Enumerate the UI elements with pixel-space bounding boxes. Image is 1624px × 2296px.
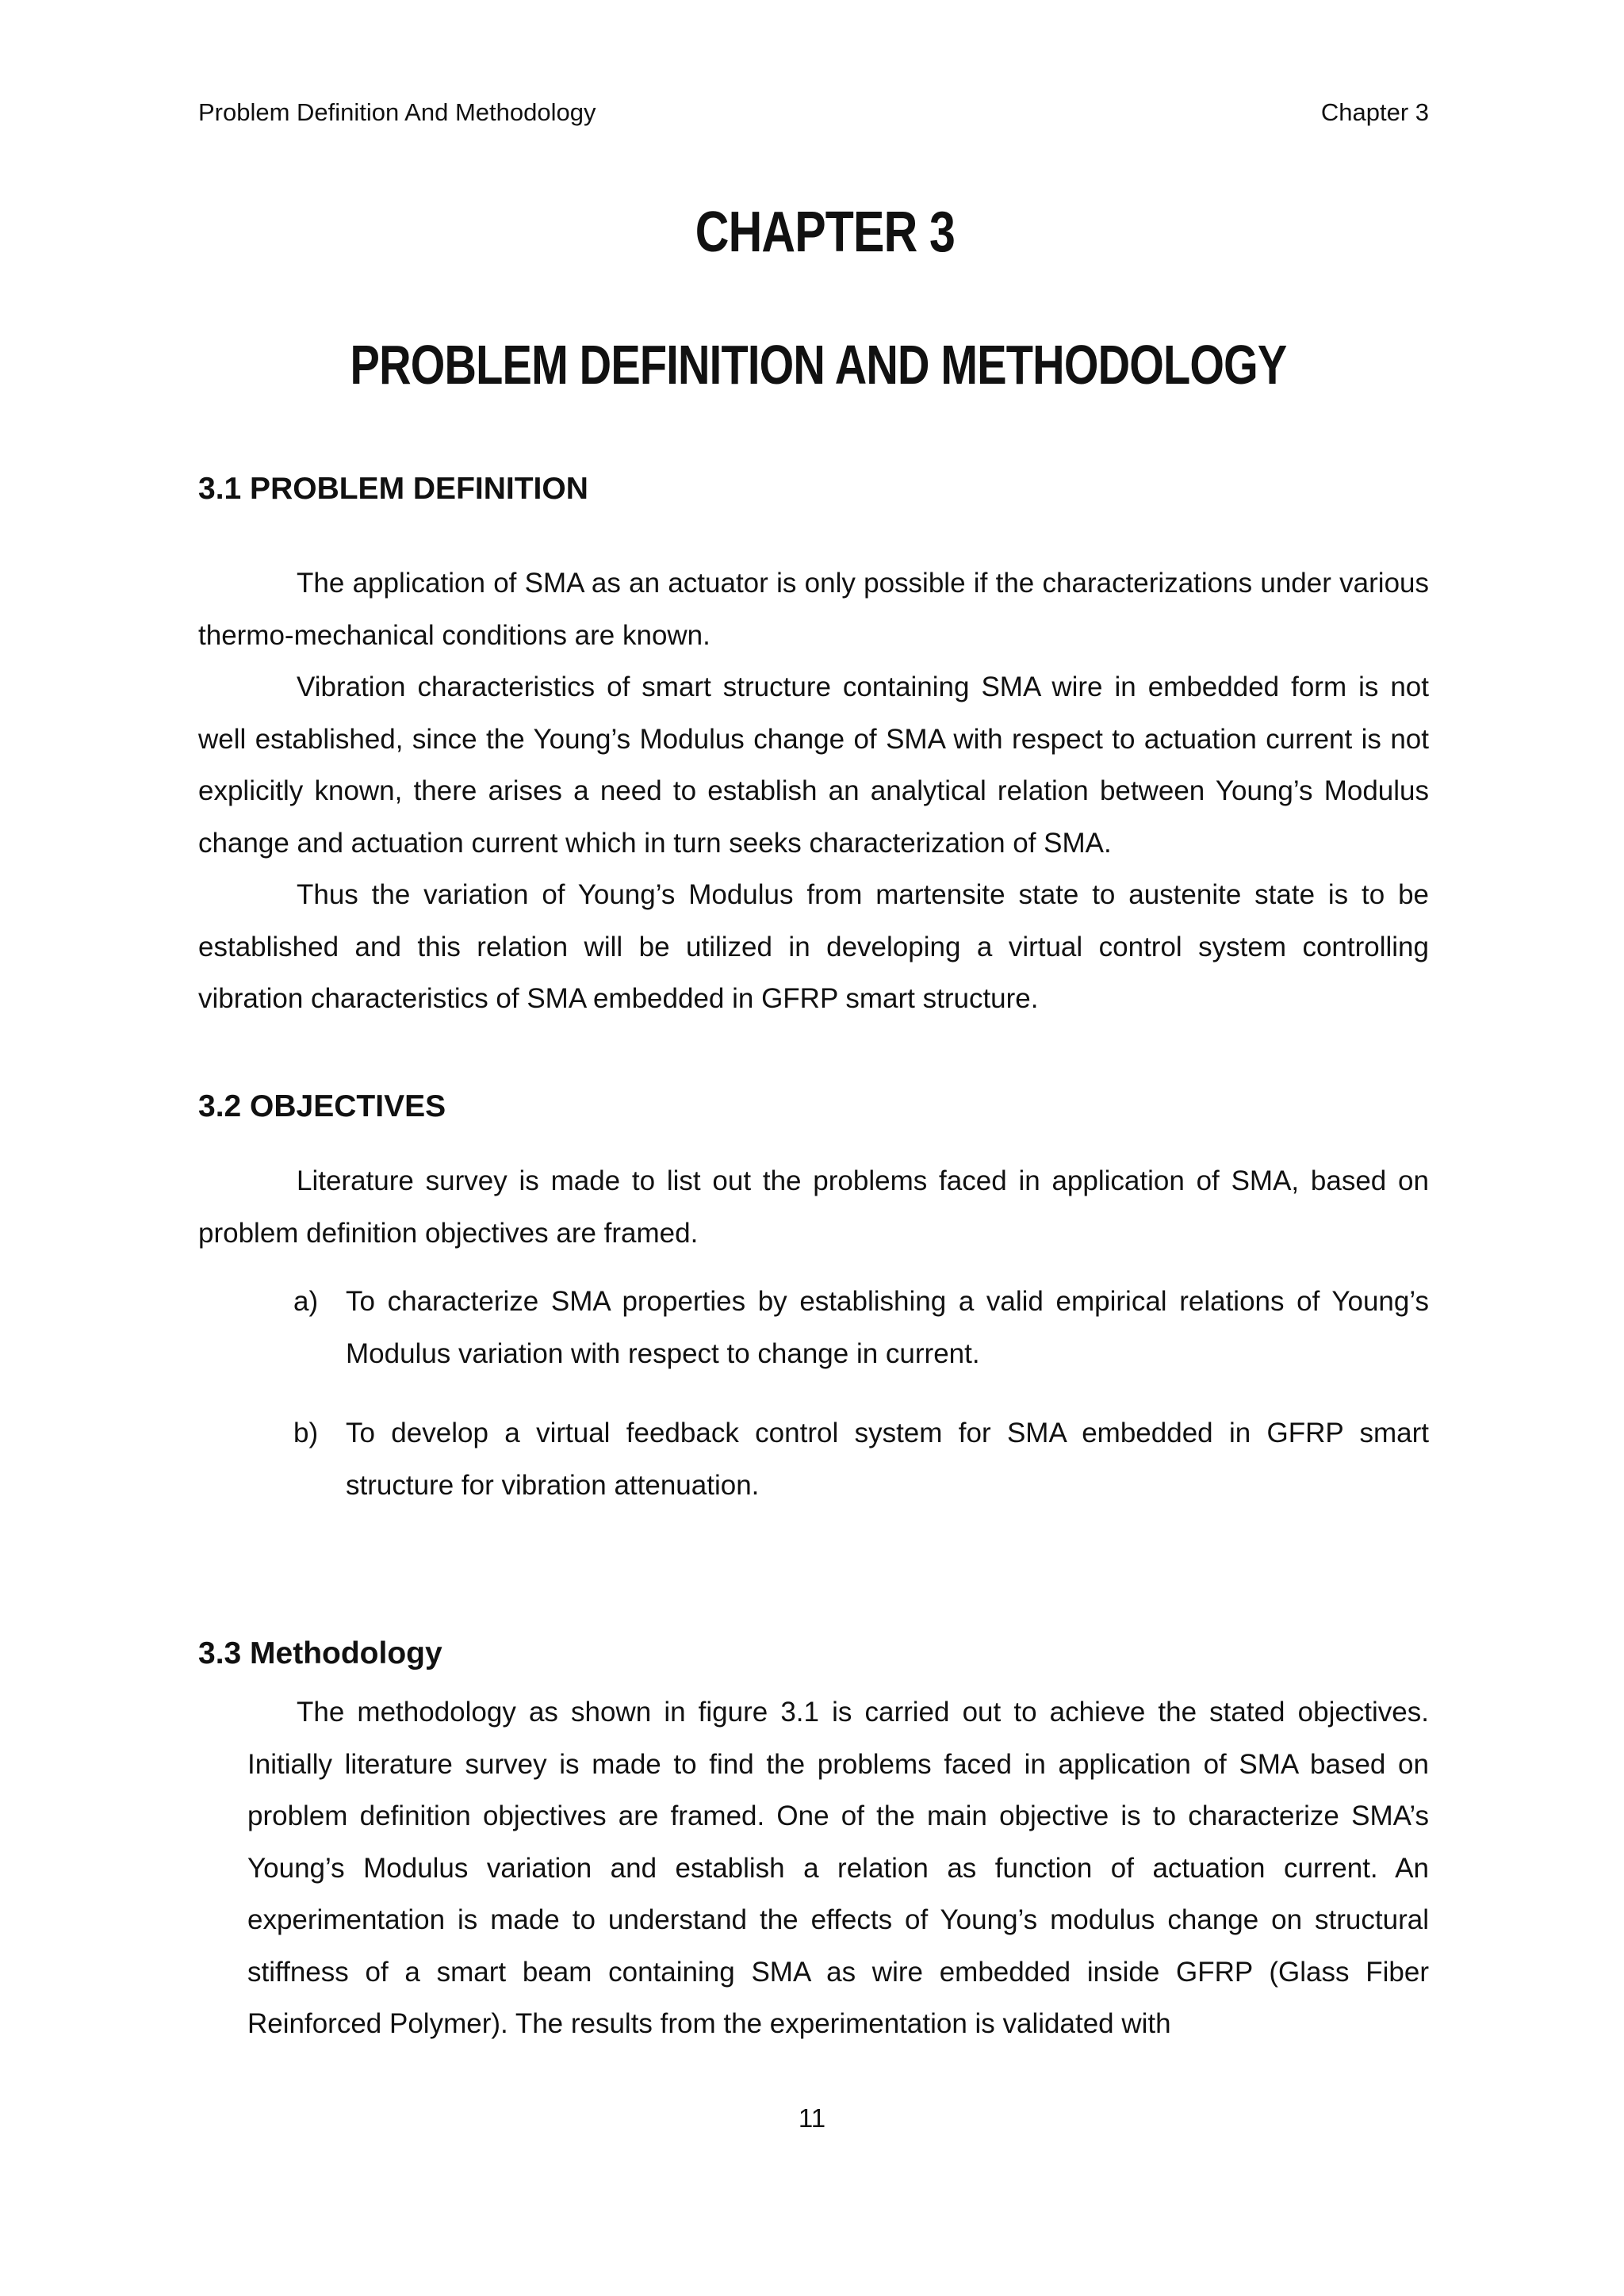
paragraph: Vibration characteristics of smart structure containing SMA wire in embedded form is not well established, since the Young’s Modulus change of SMA with respect to actuation current is not explicitly known, there arises a need to establish an analytical relation between Young’s Modulus change and actuation current which in turn seeks characterization of SMA. bbox=[198, 672, 1429, 859]
running-header-title: Problem Definition And Methodology bbox=[198, 98, 596, 126]
objectives-list bbox=[293, 1407, 1429, 1511]
list-item-text: To develop a virtual feedback control system for SMA embedded in GFRP smart structure for vibration attenuation. bbox=[346, 1418, 1429, 1501]
objectives-list bbox=[293, 1276, 1429, 1380]
paragraph: The application of SMA as an actuator is only possible if the characterizations under various thermo-mechanical conditions are known. bbox=[198, 568, 1429, 651]
list-marker: b) bbox=[293, 1418, 319, 1448]
section-heading-3-3: 3.3 Methodology bbox=[198, 1636, 442, 1670]
chapter-title: CHAPTER 3 bbox=[695, 201, 956, 264]
section-heading-3-2: 3.2 OBJECTIVES bbox=[198, 1089, 446, 1123]
running-header bbox=[198, 97, 1429, 128]
paragraph: Thus the variation of Young’s Modulus from martensite state to austenite state is to be established and this relation will be utilized in developing a virtual control system controlling vibration characteristics of SMA embedded in GFRP smart structure. bbox=[198, 879, 1429, 1014]
running-header-chapter: Chapter 3 bbox=[1320, 98, 1429, 126]
section-heading-3-1: 3.1 PROBLEM DEFINITION bbox=[198, 472, 588, 506]
paragraph: Literature survey is made to list out the problems faced in application of SMA, based on problem definition objectives are framed. bbox=[198, 1165, 1429, 1249]
main-title: PROBLEM DEFINITION AND METHODOLOGY bbox=[350, 334, 1287, 396]
list-item bbox=[293, 1276, 1429, 1380]
list-item-text: To characterize SMA properties by establishing a valid empirical relations of Young’s Modulus variation with respect to change in current. bbox=[346, 1286, 1429, 1369]
list-item bbox=[293, 1407, 1429, 1511]
paragraph: The methodology as shown in figure 3.1 is carried out to achieve the stated objectives. Initially literature survey is made to find the problems faced in application of SMA based on problem definition objectives are framed. One of the main objective is to characterize SMA’s Young’s Modulus variation and establish a relation as function of actuation current. An experimentation is made to understand the effects of Young’s modulus change on structural stiffness of a smart beam containing SMA as wire embedded inside GFRP (Glass Fiber Reinforced Polymer). The results from the experimentation is validated with bbox=[247, 1697, 1429, 2039]
page-number: 11 bbox=[798, 2103, 826, 2133]
list-marker: a) bbox=[293, 1286, 319, 1317]
